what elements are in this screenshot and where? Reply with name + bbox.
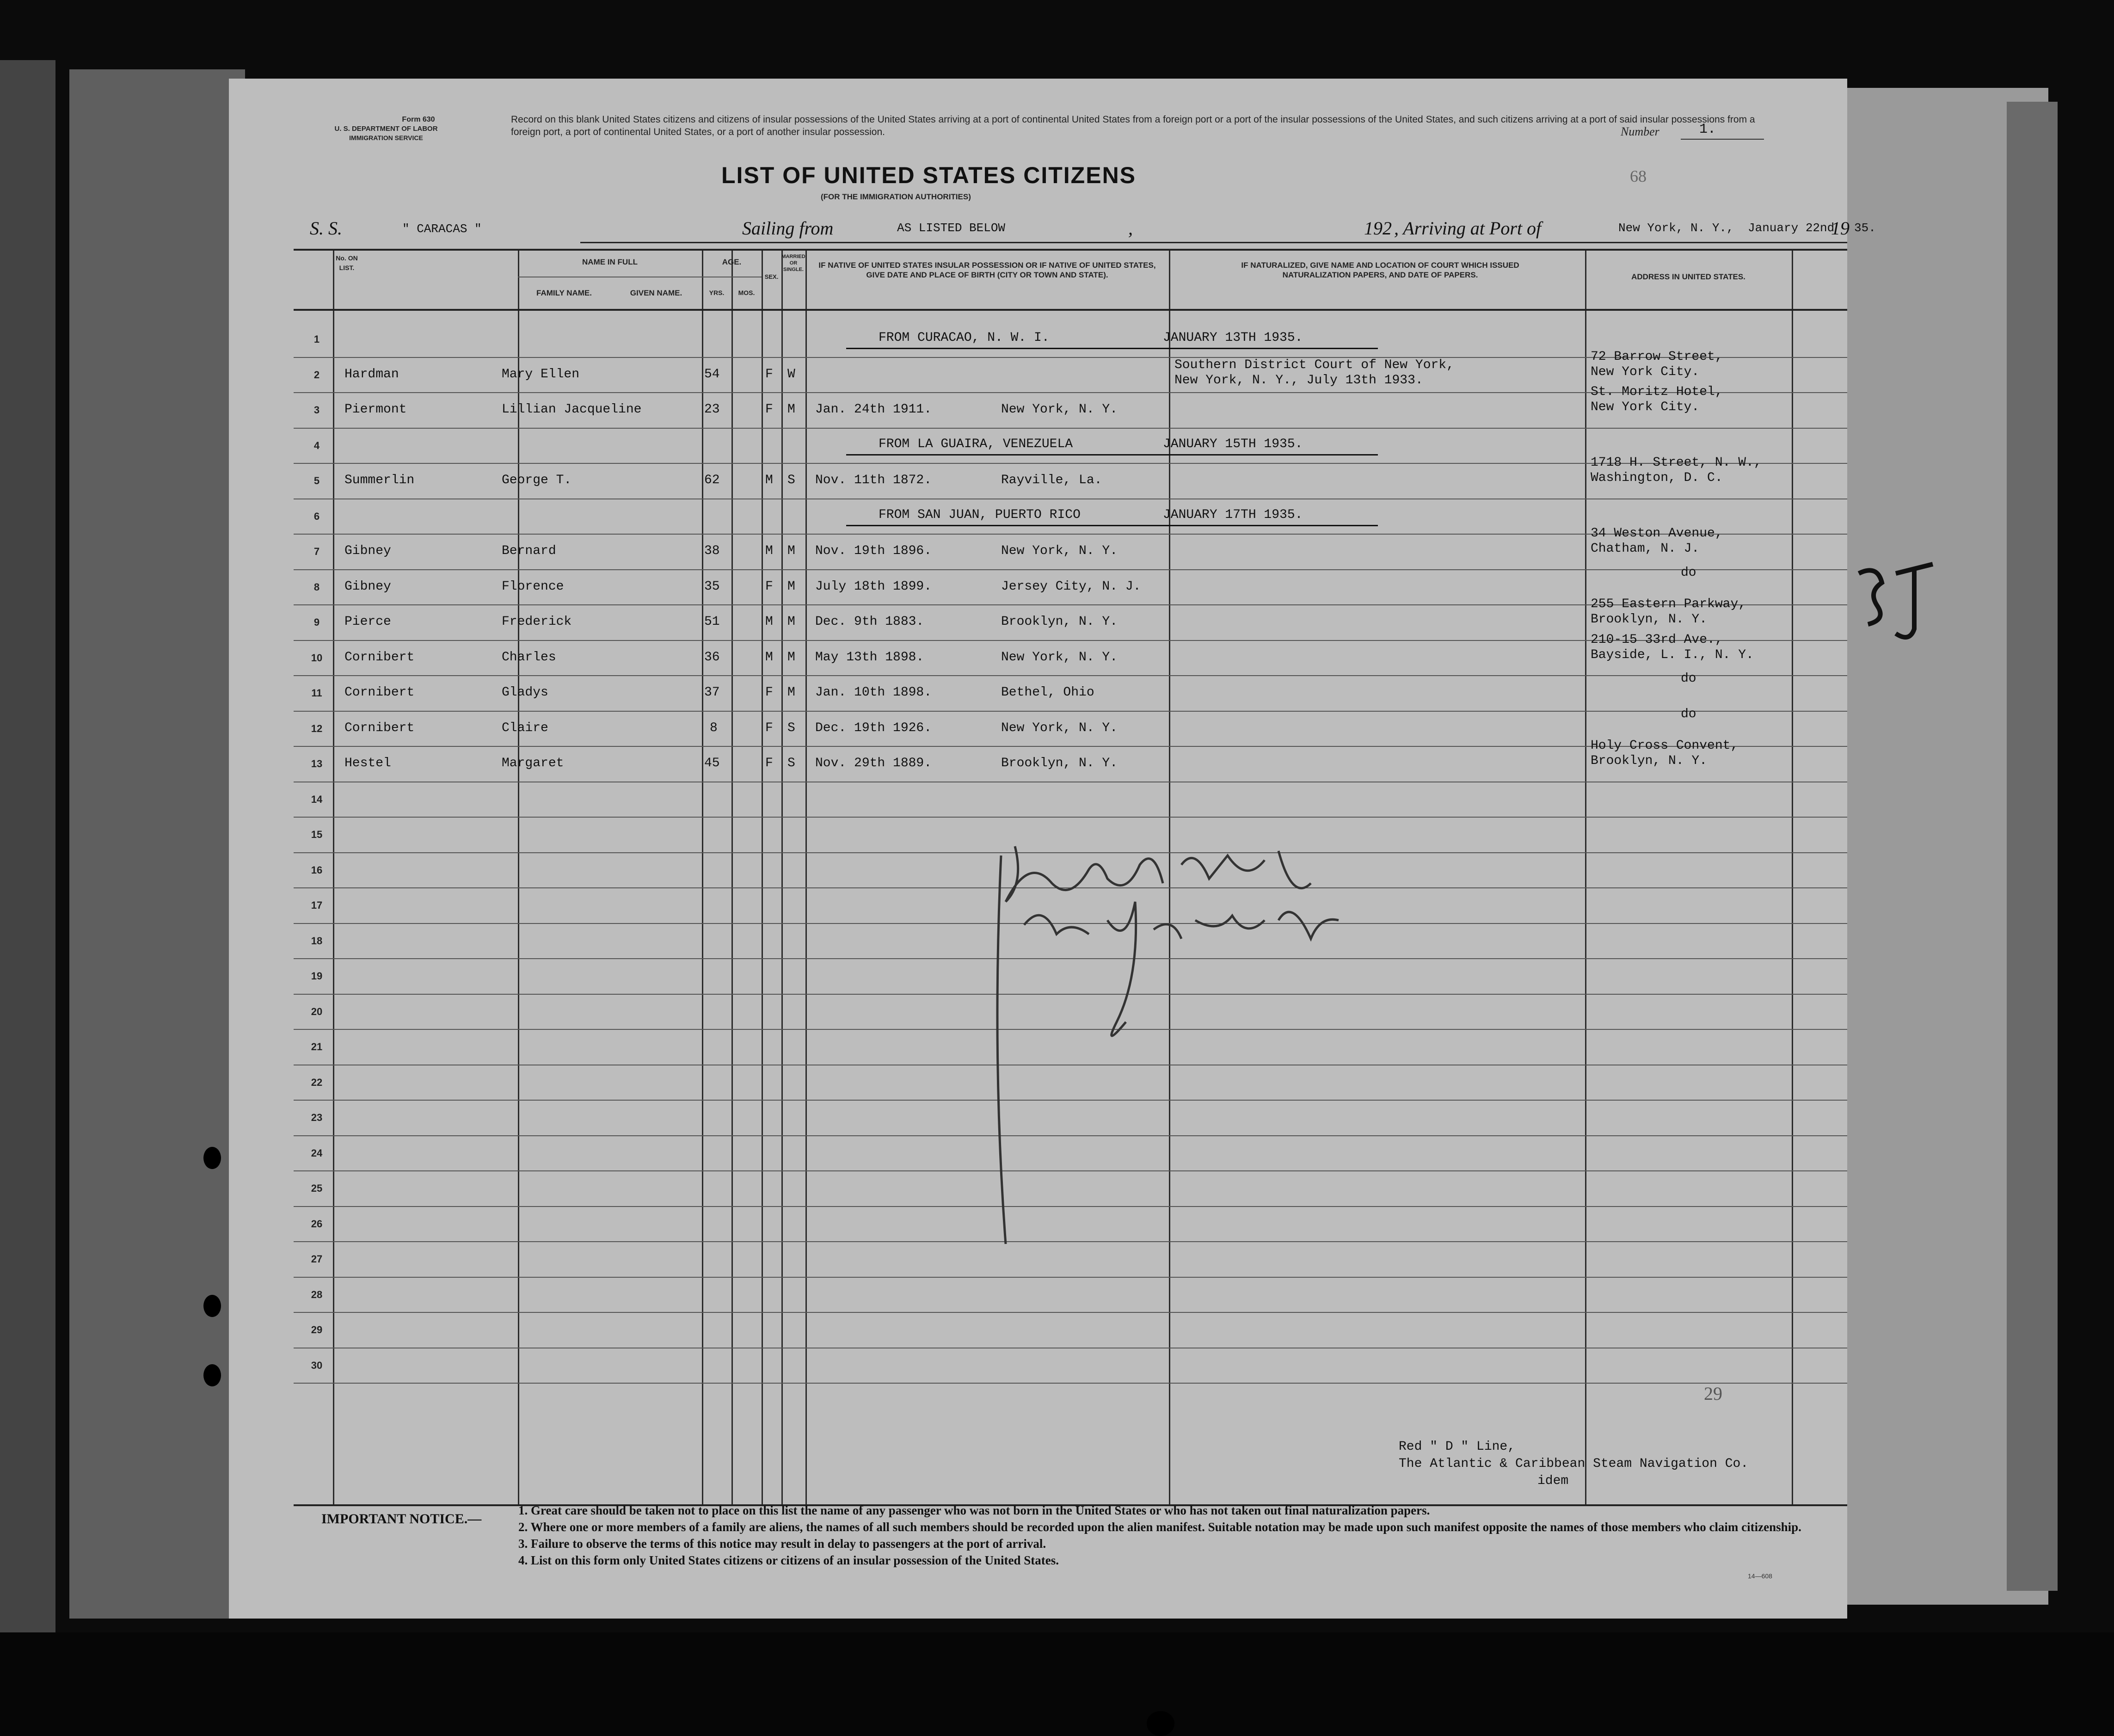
age-years: 35 — [704, 579, 720, 594]
family-name: Hardman — [344, 367, 399, 382]
voyage-line: S. S. " CARACAS " Sailing from AS LISTED BELOW , 192 , Arriving at Port of New York, N. Y., January 22nd 19 35. — [310, 218, 1876, 239]
col-header-no: No. ON LIST. — [336, 254, 358, 271]
sex: F — [765, 367, 773, 382]
age-years: 62 — [704, 473, 720, 487]
service-label: IMMIGRATION SERVICE — [349, 134, 423, 142]
age-years: 23 — [704, 402, 720, 417]
birth-date: Dec. 19th 1926. — [815, 720, 932, 735]
row-number: 29 — [311, 1324, 323, 1336]
row-number: 13 — [311, 758, 323, 770]
sex: M — [765, 615, 773, 629]
number-label: Number — [1621, 125, 1659, 138]
birth-date: May 13th 1898. — [815, 650, 924, 665]
row-number: 27 — [311, 1253, 323, 1265]
given-name: Gladys — [502, 685, 548, 700]
col-header-age: AGE. — [722, 258, 742, 266]
address-line: Chatham, N. J. — [1591, 542, 1700, 556]
section-underline — [846, 454, 1378, 456]
col-header-married: MARRIED OR SINGLE. — [781, 254, 805, 272]
row-rule — [294, 569, 1847, 570]
family-name: Gibney — [344, 579, 391, 594]
manifest-page — [229, 79, 1876, 1619]
col-header-native: IF NATIVE OF UNITED STATES INSULAR POSSESSION OR IF NATIVE OF UNITED STATES, GIVE DATE AND PLACE OF BIRTH (CITY OR TOWN AND STATE). — [818, 261, 1156, 279]
address-line: Brooklyn, N. Y. — [1591, 612, 1708, 627]
section-origin: FROM LA GUAIRA, VENEZUELA — [879, 437, 1073, 451]
department-label: U. S. DEPARTMENT OF LABOR — [334, 125, 438, 133]
family-name: Piermont — [344, 402, 407, 417]
row-rule — [294, 1383, 1847, 1384]
given-name: George T. — [502, 473, 572, 487]
address-line: 255 Eastern Parkway, — [1591, 597, 1746, 611]
given-name: Frederick — [502, 615, 572, 629]
col-header-yrs: YRS. — [709, 289, 725, 296]
given-name: Mary Ellen — [502, 367, 580, 382]
address-line: 72 Barrow Street, — [1591, 349, 1723, 364]
section-underline — [846, 348, 1378, 349]
sex: M — [765, 650, 773, 665]
age-years: 54 — [704, 367, 720, 382]
row-number: 7 — [313, 546, 320, 557]
sex: F — [765, 756, 773, 770]
birth-date: Jan. 24th 1911. — [815, 402, 932, 417]
given-name: Charles — [502, 650, 556, 665]
arrival-port: New York, N. Y., — [1618, 221, 1734, 235]
birth-date: July 18th 1899. — [815, 579, 932, 594]
binder-hole — [203, 1295, 221, 1317]
year-prefix: 192 — [1364, 218, 1392, 239]
col-header-given: GIVEN NAME. — [630, 289, 682, 297]
notice-item: 2. Where one or more members of a family are aliens, the names of all such members should be recorded upon the alien manifest. Suitable notation may be made upon such manifest opposite the names of those members who claim citizenship. — [518, 1520, 1801, 1534]
address-line: St. Moritz Hotel, — [1591, 385, 1723, 399]
company-line: The Atlantic & Caribbean Steam Navigation Co. — [1399, 1457, 1749, 1471]
col-header-sex: SEX. — [764, 273, 779, 280]
address-line: Brooklyn, N. Y. — [1591, 754, 1708, 768]
family-name: Cornibert — [344, 720, 415, 735]
side-handwritten-marks — [1850, 555, 1942, 675]
row-number: 30 — [311, 1359, 323, 1371]
family-name: Summerlin — [344, 473, 415, 487]
sex: F — [765, 720, 773, 735]
row-number: 23 — [311, 1112, 323, 1123]
address-line: Bayside, L. I., N. Y. — [1591, 647, 1754, 662]
bottom-strip — [0, 1632, 2114, 1736]
inspector-signature — [987, 828, 1403, 1290]
arriving-label: , Arriving at Port of — [1394, 218, 1542, 239]
row-number: 2 — [313, 369, 320, 381]
address-line: do — [1681, 671, 1696, 686]
row-rule — [294, 675, 1847, 676]
row-number: 10 — [311, 652, 323, 664]
page-title: LIST OF UNITED STATES CITIZENS — [721, 162, 1137, 188]
address-line: 34 Weston Avenue, — [1591, 526, 1723, 541]
family-name: Cornibert — [344, 685, 415, 700]
age-years: 36 — [704, 650, 720, 665]
row-rule — [294, 1312, 1847, 1313]
left-backing-card — [69, 69, 245, 1619]
address-line: 210-15 33rd Ave., — [1591, 632, 1723, 647]
given-name: Bernard — [502, 544, 556, 558]
given-name: Claire — [502, 720, 548, 735]
shipping-company — [1399, 1438, 1748, 1490]
row-number: 17 — [311, 899, 323, 911]
address-line: Holy Cross Convent, — [1591, 739, 1739, 753]
marital-status: S — [787, 473, 795, 487]
section-origin: FROM SAN JUAN, PUERTO RICO — [879, 507, 1081, 522]
col-header-mos: MOS. — [738, 289, 755, 296]
sex: F — [765, 402, 773, 417]
form-instructions: Record on this blank United States citizens and citizens of insular possessions of the United States arriving at a port of continental United States from a foreign port or a port of the insular possessions of the United States, and such citizens arriving at a port of said insular possessions from a foreign port, a port of continental United States, or a port of another insular possession. — [511, 114, 1755, 137]
form-code: 14—608 — [1748, 1572, 1772, 1580]
given-name: Florence — [502, 579, 564, 594]
birth-date: Nov. 29th 1889. — [815, 756, 932, 770]
row-number: 20 — [311, 1005, 323, 1017]
number-underline — [1681, 139, 1764, 140]
sex: M — [765, 544, 773, 558]
col-header-address: ADDRESS IN UNITED STATES. — [1631, 272, 1745, 281]
notice-item: 3. Failure to observe the terms of this notice may result in delay to passengers at the port of arrival. — [518, 1537, 1046, 1551]
sex: M — [765, 473, 773, 487]
naturalization-line: New York, N. Y., July 13th 1933. — [1174, 373, 1423, 388]
address-line: Washington, D. C. — [1591, 471, 1723, 485]
notice-item: 1. Great care should be taken not to place on this list the name of any passenger who was not born in the United States or who has not taken out final naturalization papers. — [518, 1503, 1430, 1517]
row-number: 25 — [311, 1182, 323, 1194]
address-line: 1718 H. Street, N. W., — [1591, 456, 1762, 470]
address-line: New York City. — [1591, 364, 1700, 379]
notice-item: 4. List on this form only United States citizens or citizens of an insular possession of the United States. — [518, 1553, 1059, 1567]
birth-place: Brooklyn, N. Y. — [1001, 756, 1118, 770]
company-line: Red " D " Line, — [1399, 1440, 1516, 1454]
sex: F — [765, 579, 773, 594]
voyage-rule — [580, 242, 1847, 243]
birth-place: Bethel, Ohio — [1001, 685, 1094, 700]
row-number: 21 — [311, 1041, 323, 1053]
age-years: 51 — [704, 615, 720, 629]
row-number: 12 — [311, 722, 323, 734]
ss-label: S. S. — [310, 218, 342, 239]
marital-status: M — [787, 402, 795, 417]
row-number: 22 — [311, 1076, 323, 1088]
sailing-from: AS LISTED BELOW — [897, 221, 1006, 235]
address-line: New York City. — [1591, 400, 1700, 414]
binder-hole — [203, 1147, 221, 1169]
section-underline — [846, 525, 1378, 526]
birth-place: New York, N. Y. — [1001, 402, 1118, 417]
notice-title: IMPORTANT NOTICE.— — [321, 1511, 482, 1527]
birth-place: New York, N. Y. — [1001, 720, 1118, 735]
col-header-family: FAMILY NAME. — [536, 289, 592, 297]
family-name: Cornibert — [344, 650, 415, 665]
page-subtitle: (FOR THE IMMIGRATION AUTHORITIES) — [821, 192, 971, 201]
age-years: 38 — [704, 544, 720, 558]
sex: F — [765, 685, 773, 700]
address-line: do — [1681, 565, 1696, 580]
family-name: Gibney — [344, 544, 391, 558]
row-number: 26 — [311, 1218, 323, 1230]
row-number: 18 — [311, 935, 323, 947]
row-number: 28 — [311, 1288, 323, 1300]
row-number: 14 — [311, 793, 323, 805]
row-number: 15 — [311, 829, 323, 840]
section-date: JANUARY 13TH 1935. — [1163, 331, 1303, 345]
section-date: JANUARY 17TH 1935. — [1163, 507, 1303, 522]
address-line: do — [1681, 707, 1696, 721]
number-value: 1. — [1699, 122, 1716, 137]
age-years: 8 — [710, 720, 718, 735]
section-date: JANUARY 15TH 1935. — [1163, 437, 1303, 451]
given-name: Margaret — [502, 756, 564, 770]
marital-status: S — [787, 720, 795, 735]
right-backing-edge — [2007, 102, 2058, 1591]
form-number: Form 630 — [402, 116, 435, 123]
row-rule — [294, 817, 1847, 818]
arrival-year: 35. — [1854, 221, 1876, 235]
row-rule — [294, 428, 1847, 429]
birth-place: Jersey City, N. J. — [1001, 579, 1141, 594]
row-rule — [294, 711, 1847, 712]
marital-status: M — [787, 615, 795, 629]
birth-place: New York, N. Y. — [1001, 544, 1118, 558]
page-stamp: 68 — [1630, 167, 1647, 185]
left-backing-board — [0, 60, 55, 1632]
row-number: 1 — [313, 333, 320, 345]
row-number: 24 — [311, 1147, 323, 1159]
col-header-name: NAME IN FULL — [582, 258, 638, 266]
family-name: Pierce — [344, 615, 391, 629]
binder-hole — [203, 1364, 221, 1386]
row-number: 16 — [311, 864, 323, 876]
page-stamp-bottom: 29 — [1704, 1383, 1722, 1404]
row-number: 11 — [311, 687, 322, 699]
marital-status: S — [787, 756, 795, 770]
age-years: 45 — [704, 756, 720, 770]
marital-status: M — [787, 544, 795, 558]
birth-place: New York, N. Y. — [1001, 650, 1118, 665]
family-name: Hestel — [344, 756, 391, 770]
given-name: Lillian Jacqueline — [502, 402, 642, 417]
birth-date: Nov. 11th 1872. — [815, 473, 932, 487]
col-header-naturalized: IF NATURALIZED, GIVE NAME AND LOCATION OF COURT WHICH ISSUED NATURALIZATION PAPERS, AND DATE OF PAPERS. — [1241, 261, 1519, 279]
ship-name: " CARACAS " — [402, 222, 482, 236]
birth-date: Nov. 19th 1896. — [815, 544, 932, 558]
binder-hole — [1147, 1711, 1174, 1736]
age-years: 37 — [704, 685, 720, 700]
birth-place: Brooklyn, N. Y. — [1001, 615, 1118, 629]
row-number: 9 — [313, 616, 320, 628]
row-number: 6 — [313, 510, 320, 522]
section-origin: FROM CURACAO, N. W. I. — [879, 331, 1050, 345]
row-number: 3 — [313, 404, 320, 416]
marital-status: M — [787, 579, 795, 594]
marital-status: W — [787, 367, 795, 382]
naturalization-line: Southern District Court of New York, — [1174, 357, 1454, 372]
important-notice — [506, 1502, 1810, 1569]
arrival-date: January 22nd — [1748, 221, 1835, 235]
birth-place: Rayville, La. — [1001, 473, 1102, 487]
row-number: 5 — [313, 475, 320, 486]
birth-date: Jan. 10th 1898. — [815, 685, 932, 700]
arrival-year-prefix: 19 — [1831, 218, 1850, 239]
row-number: 19 — [311, 970, 323, 982]
row-number: 8 — [313, 581, 320, 593]
company-line: idem — [1537, 1474, 1569, 1488]
sailing-label: Sailing from — [742, 218, 834, 239]
marital-status: M — [787, 650, 795, 665]
marital-status: M — [787, 685, 795, 700]
birth-date: Dec. 9th 1883. — [815, 615, 924, 629]
row-number: 4 — [313, 439, 320, 451]
